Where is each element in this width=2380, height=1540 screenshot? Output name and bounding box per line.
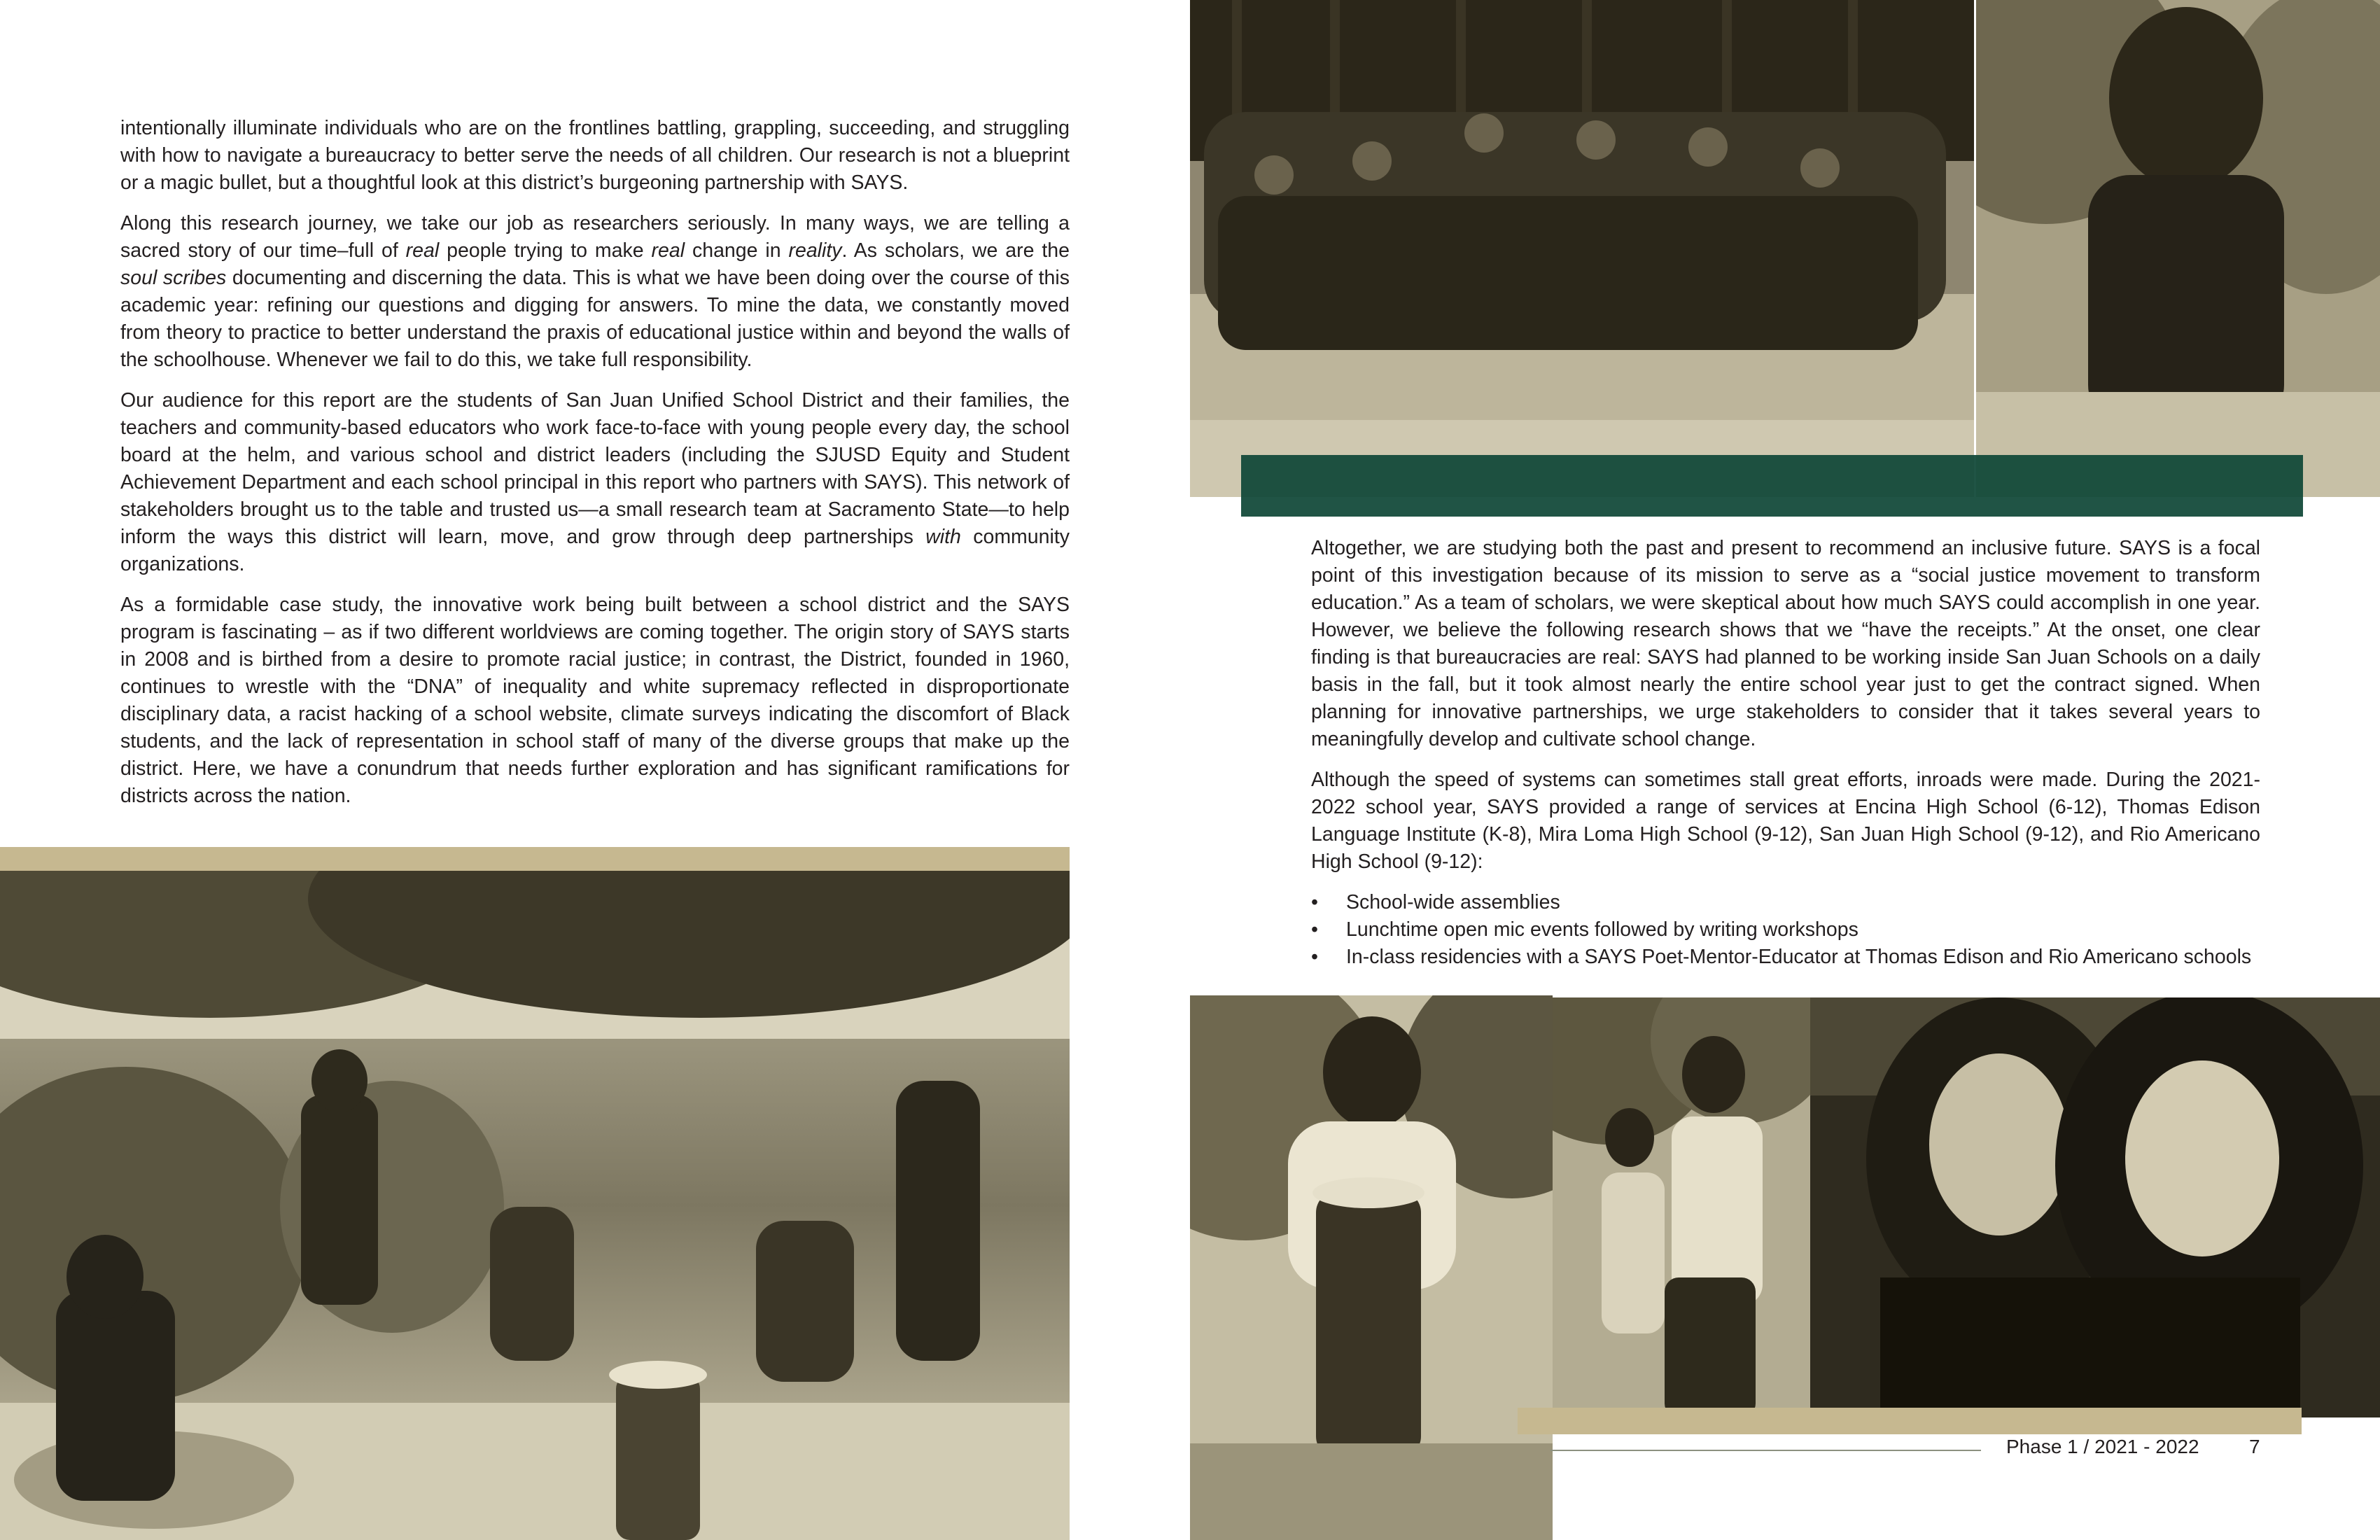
- services-list: [1311, 889, 2260, 971]
- left-paragraph-2: [120, 210, 1070, 374]
- list-item: • Lunchtime open mic events followed by writing workshops: [1311, 916, 2260, 944]
- right-paragraph-2: Although the speed of systems can sometimes stall great efforts, inroads were made. During the 2021-2022 school year, SAYS provided a range of services at Encina High School (6-12), Thomas Edison Language Institute (K-8), Mira Loma High School (9-12), San Juan High School (9-12), and Rio Americano High School (9-12):: [1311, 769, 2260, 873]
- right-paragraph-1: Altogether, we are studying both the past and present to recommend an inclusive future. SAYS is a focal point of this investigation because of its mission to serve as a “social justice movement to transform education.” As a team of scholars, we were skeptical about how much SAYS could accomplish in one year. However, we believe the following research shows that we “have the receipts.” At the onset, one clear finding is that bureaucracies are real: SAYS had planned to be working inside San Juan Schools on a daily basis in the fall, but it took almost nearly the entire school year just to get the contract signed. When planning for innovative partnerships, we urge stakeholders to consider that it takes several years to meaningfully develop and cultivate school change.: [1311, 537, 2260, 750]
- text-run: Our audience for this report are the students of San Juan Unified School District and their families, the teachers and community-based educators who work face-to-face with young people every day, the school board at the helm, and various school and district leaders (including the SJUSD Equity and Student Achievement Department and each school principal in this report who partners with SAYS). This network of stakeholders brought us to the table and trusted us—a small research team at Sacramento State—to help inform the ways this district will learn, move, and grow through deep partnerships: [120, 389, 1070, 548]
- text-run: As a formidable case study, the innovative work being built between a school district and the SAYS program is fascinating – as if two different worldviews are coming together. The origin story of SAYS starts in 2008 and is birthed from a desire to promote racial justice; in contrast, the District, founded in 1960, continues to wrestle with the “DNA” of inequality and white supremacy reflected in disproportionate disciplinary data, a racist hacking of a school website, climate surveys indicating the discomfort of Black students, and the lack of representation in school staff of many of the diverse groups that make up the district. Here, we have a conundrum that needs further exploration and has significant ramifications for districts across the nation.: [120, 594, 1070, 807]
- text-run: . As scholars, we are the: [841, 239, 1070, 262]
- italic-phrase: real: [405, 239, 440, 262]
- footer-label: Phase 1 / 2021 - 2022: [2006, 1436, 2199, 1457]
- green-band-top: [1241, 455, 2303, 517]
- left-paragraph-4: [120, 592, 1070, 810]
- italic-phrase: with: [925, 526, 961, 548]
- list-item: • In-class residencies with a SAYS Poet-Mentor-Educator at Thomas Edison and Rio Americano schools: [1311, 944, 2260, 971]
- student-portrait-photo: [1976, 0, 2380, 497]
- list-item: • School-wide assemblies: [1311, 889, 2260, 916]
- gold-band-bottom: [1518, 1408, 2302, 1434]
- left-paragraph-3: [120, 387, 1070, 578]
- stage-group-photo: [1190, 0, 1974, 497]
- italic-phrase: real: [651, 239, 685, 262]
- two-women-portrait-photo: [1810, 997, 2380, 1418]
- bullet-icon: •: [1311, 891, 1318, 913]
- text-run: documenting and discerning the data. This is what we have been doing over the course of this academic year: refining our questions and digging for answers. To mine the data, we constantly moved from theory to practice to better understand the praxis of educational justice within and beyond the walls of the schoolhouse. Whenever we fail to do this, we take full responsibility.: [120, 267, 1070, 371]
- text-run: people trying to make: [439, 239, 652, 262]
- text-run: change in: [685, 239, 789, 262]
- left-paragraph-1: [120, 115, 1070, 197]
- bullet-icon: •: [1311, 946, 1318, 968]
- text-run: Along this research journey, we take our job as researchers seriously. In many ways, we are telling a sacred story of our time–full of: [120, 212, 1070, 262]
- boy-drumming-photo: [1190, 995, 1553, 1540]
- footer-rule: [1550, 1450, 1981, 1451]
- gold-band-left: [0, 847, 1070, 871]
- italic-phrase: soul scribes: [120, 267, 227, 289]
- girls-with-drums-photo: [1553, 997, 1810, 1418]
- text-run: community organizations.: [120, 526, 1070, 575]
- bullet-icon: •: [1311, 918, 1318, 941]
- italic-phrase: reality: [788, 239, 842, 262]
- page-number: 7: [2249, 1436, 2260, 1457]
- text-run: intentionally illuminate individuals who are on the frontlines battling, grappling, succeeding, and struggling with how to navigate a bureaucracy to better serve the needs of all children. Our research is not a blueprint or a magic bullet, but a thoughtful look at this district’s burgeoning partnership with SAYS.: [120, 117, 1070, 194]
- garden-drum-circle-photo: [0, 871, 1070, 1540]
- right-text-column: [1311, 535, 2260, 971]
- left-text-column: [120, 115, 1070, 823]
